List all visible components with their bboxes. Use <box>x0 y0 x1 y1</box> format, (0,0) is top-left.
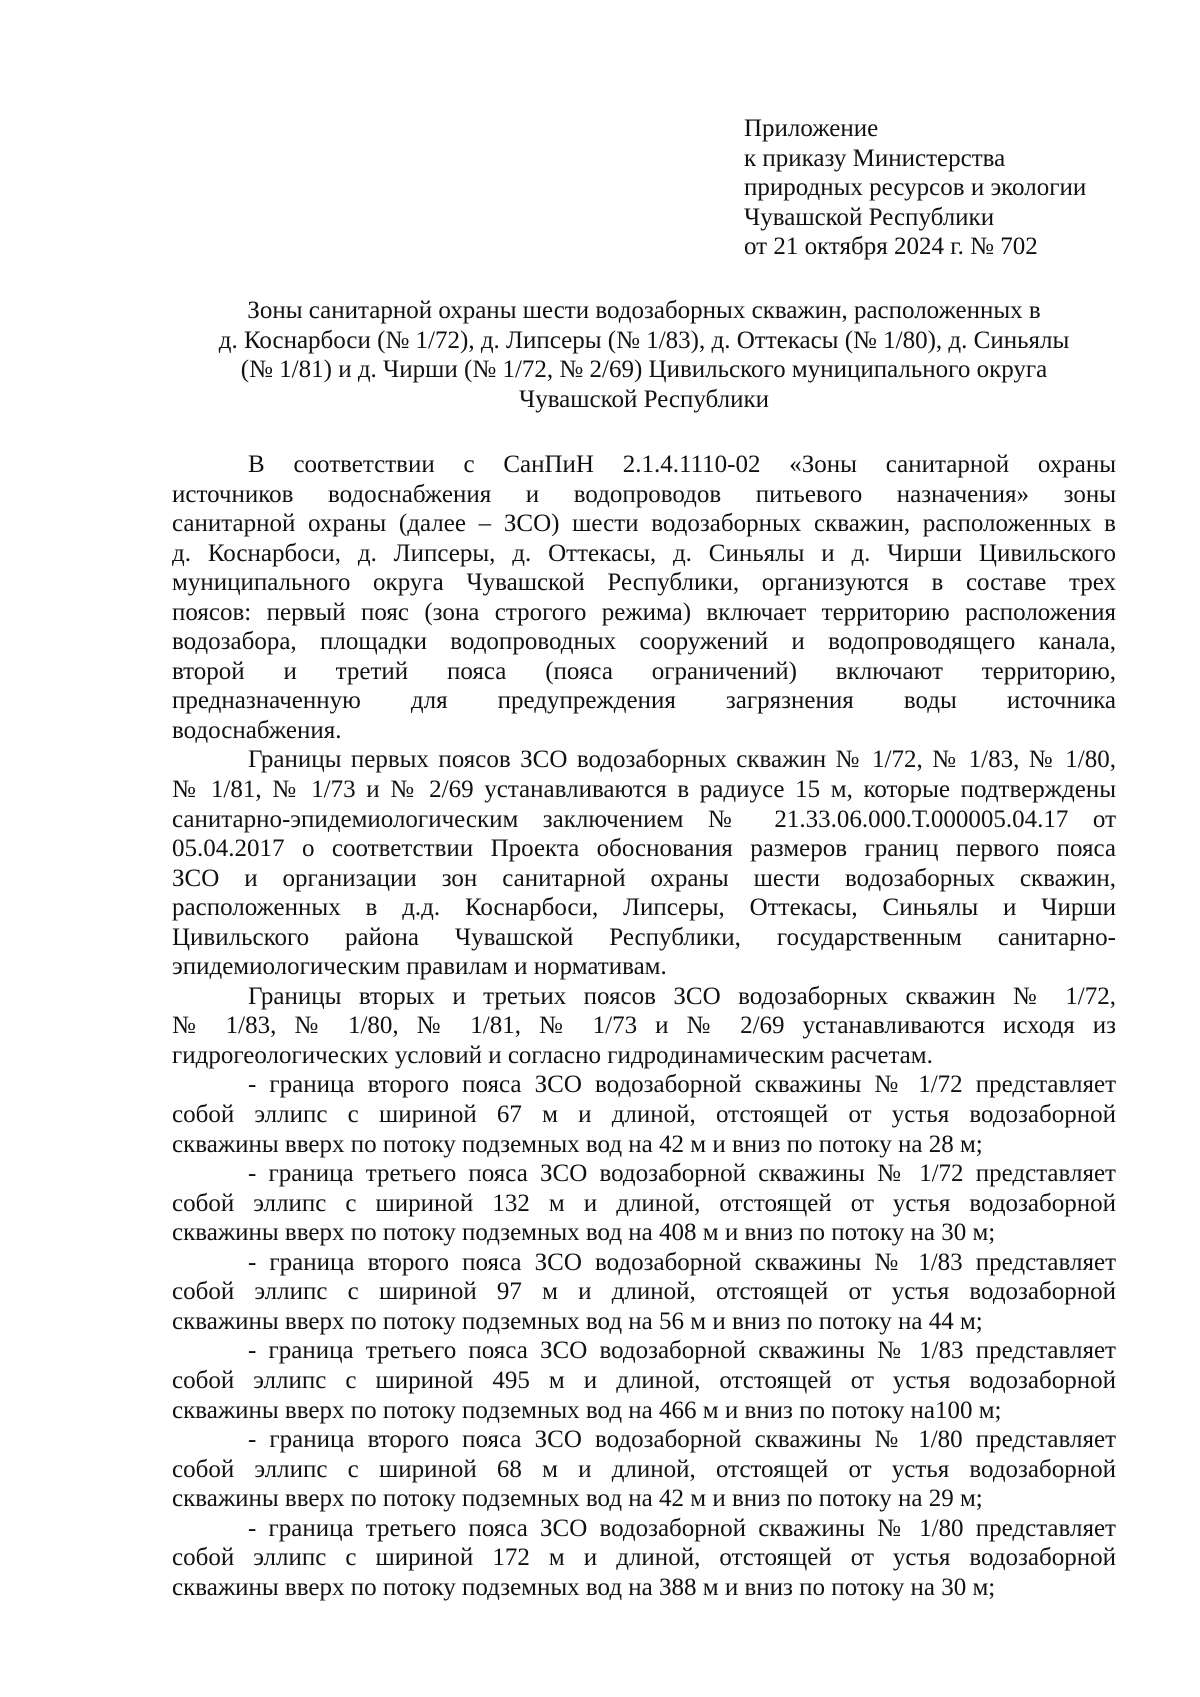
body-line: скважины вверх по потоку подземных вод на 388 м и вниз по потоку на 30 м; <box>172 1573 996 1601</box>
body-line: - граница второго пояса ЗСО водозаборной скважины № 1/72 представляет <box>248 1071 1116 1099</box>
body-line: - граница третьего пояса ЗСО водозаборной скважины № 1/72 представляет <box>248 1160 1116 1188</box>
title-line: (№ 1/81) и д. Чирши (№ 1/72, № 2/69) Цивильского муниципального округа <box>240 356 1048 383</box>
body-line: расположенных в д.д. Коснарбоси, Липсеры, Оттекасы, Синьялы и Чирши <box>172 894 1116 922</box>
body-line: поясов: первый пояс (зона строгого режима) включает территорию расположения <box>172 598 1116 626</box>
body-line: гидрогеологических условий и согласно гидродинамическим расчетам. <box>172 1041 933 1069</box>
body-line: санитарной охраны (далее – ЗСО) шести водозаборных скважин, расположенных в <box>172 510 1116 538</box>
title-line: Зоны санитарной охраны шести водозаборных скважин, расположенных в <box>247 297 1041 324</box>
body-line: ЗСО и организации зон санитарной охраны шести водозаборных скважин, <box>172 864 1116 892</box>
body-line: водозабора, площадки водопроводных сооружений и водопроводящего канала, <box>172 628 1116 656</box>
body-line: собой эллипс с шириной 67 м и длиной, отстоящей от устья водозаборной <box>172 1101 1116 1129</box>
body-line: санитарно-эпидемиологическим заключением № 21.33.06.000.Т.000005.04.17 от <box>172 805 1116 833</box>
body-line: водоснабжения. <box>172 716 342 744</box>
appendix-header <box>744 114 1164 262</box>
document-body <box>172 450 1116 1602</box>
body-line: Границы вторых и третьих поясов ЗСО водозаборных скважин № 1/72, <box>248 982 1116 1010</box>
body-line: источников водоснабжения и водопроводов питьевого назначения» зоны <box>172 480 1116 508</box>
body-line: собой эллипс с шириной 97 м и длиной, отстоящей от устья водозаборной <box>172 1278 1116 1306</box>
body-line: скважины вверх по потоку подземных вод на 56 м и вниз по потоку на 44 м; <box>172 1307 983 1335</box>
body-line: Границы первых поясов ЗСО водозаборных скважин № 1/72, № 1/83, № 1/80, <box>248 746 1116 774</box>
appendix-line: Чувашской Республики <box>744 203 995 231</box>
body-line: - граница второго пояса ЗСО водозаборной скважины № 1/80 представляет <box>248 1426 1116 1454</box>
body-line: - граница третьего пояса ЗСО водозаборной скважины № 1/83 представляет <box>248 1337 1116 1365</box>
body-line: № 1/83, № 1/80, № 1/81, № 1/73 и № 2/69 устанавливаются исходя из <box>172 1012 1116 1040</box>
body-line: предназначенную для предупреждения загрязнения воды источника <box>172 687 1116 715</box>
body-line: - граница третьего пояса ЗСО водозаборной скважины № 1/80 представляет <box>248 1514 1116 1542</box>
body-line: собой эллипс с шириной 68 м и длиной, отстоящей от устья водозаборной <box>172 1455 1116 1483</box>
body-line: скважины вверх по потоку подземных вод на 42 м и вниз по потоку на 29 м; <box>172 1485 983 1513</box>
body-line: собой эллипс с шириной 132 м и длиной, отстоящей от устья водозаборной <box>172 1189 1116 1217</box>
body-line: 05.04.2017 о соответствии Проекта обоснования размеров границ первого пояса <box>172 835 1116 863</box>
body-line: - граница второго пояса ЗСО водозаборной скважины № 1/83 представляет <box>248 1248 1116 1276</box>
body-line: д. Коснарбоси, д. Липсеры, д. Оттекасы, д. Синьялы и д. Чирши Цивильского <box>172 539 1116 567</box>
appendix-line: природных ресурсов и экологии <box>744 174 1087 201</box>
body-line: скважины вверх по потоку подземных вод на 466 м и вниз по потоку на100 м; <box>172 1396 1002 1424</box>
body-line: эпидемиологическим правилам и нормативам. <box>172 953 667 981</box>
body-line: № 1/81, № 1/73 и № 2/69 устанавливаются в радиусе 15 м, которые подтверждены <box>172 776 1116 804</box>
body-line: Цивильского района Чувашской Республики, государственным санитарно- <box>172 923 1116 951</box>
appendix-line: Приложение <box>744 115 879 142</box>
document-title <box>172 296 1116 414</box>
body-line: муниципального округа Чувашской Республики, организуются в составе трех <box>172 569 1116 597</box>
appendix-line: от 21 октября 2024 г. № 702 <box>744 233 1038 260</box>
body-line: скважины вверх по потоку подземных вод на 408 м и вниз по потоку на 30 м; <box>172 1219 996 1247</box>
appendix-line: к приказу Министерства <box>744 144 1006 172</box>
body-line: собой эллипс с шириной 495 м и длиной, отстоящей от устья водозаборной <box>172 1366 1116 1394</box>
title-line: Чувашской Республики <box>518 385 770 413</box>
body-line: скважины вверх по потоку подземных вод на 42 м и вниз по потоку на 28 м; <box>172 1130 983 1158</box>
body-line: собой эллипс с шириной 172 м и длиной, отстоящей от устья водозаборной <box>172 1544 1116 1572</box>
title-line: д. Коснарбоси (№ 1/72), д. Липсеры (№ 1/83), д. Оттекасы (№ 1/80), д. Синьялы <box>218 326 1070 354</box>
body-line: В соответствии с СанПиН 2.1.4.1110-02 «Зоны санитарной охраны <box>248 451 1116 478</box>
body-line: второй и третий пояса (пояса ограничений) включают территорию, <box>172 657 1116 685</box>
